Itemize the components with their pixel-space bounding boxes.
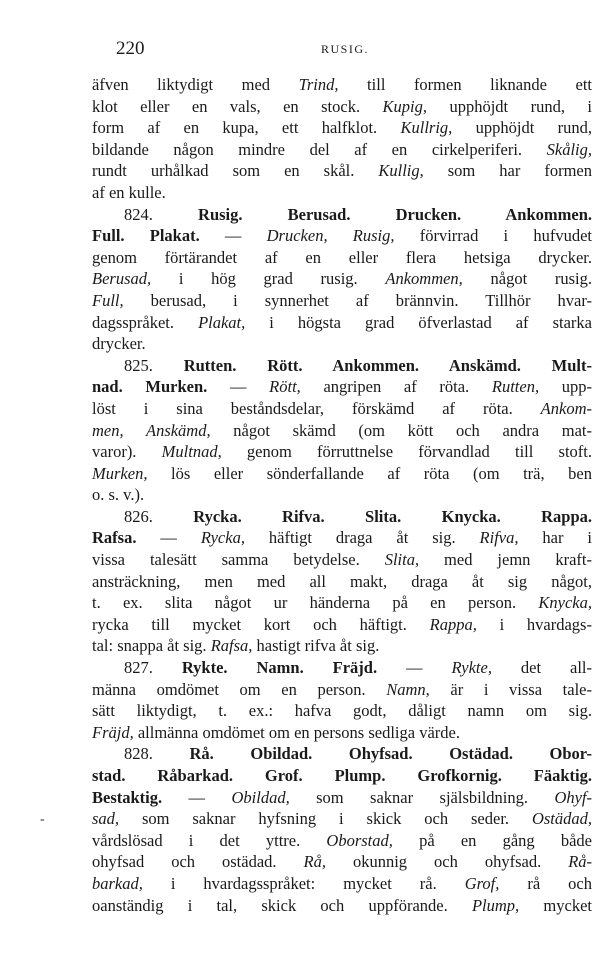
italic-term: Berusad, <box>92 269 152 289</box>
body-text-segment: i hög grad rusig. <box>151 269 386 289</box>
body-text-segment: mycket <box>519 895 592 915</box>
headword-text: Rykte. Namn. Fräjd. <box>181 658 378 678</box>
text-line <box>92 765 592 787</box>
italic-term: Rafsa, <box>210 636 253 656</box>
text-line <box>92 830 592 852</box>
body-text-segment: — <box>207 377 270 397</box>
body-text-segment: berusad, i synnerhet af brännvin. Tillhör hvar- <box>123 290 592 310</box>
body-text-segment: något rusig. <box>462 269 592 289</box>
body-text <box>92 74 592 916</box>
text-line <box>92 614 592 636</box>
text-line <box>92 743 592 765</box>
text-line <box>92 312 592 334</box>
italic-term: Ostädad, <box>531 809 592 829</box>
body-text-segment: i högsta grad öfverlastad af starka <box>245 312 592 332</box>
body-text-segment: 828. <box>124 744 190 764</box>
headword-text: stad. Råbarkad. Grof. Plump. Grofkornig. Fäaktig. <box>92 766 592 785</box>
body-text-segment: till formen liknande ett <box>338 75 592 94</box>
italic-term: Trind, <box>298 75 339 94</box>
page-number: 220 <box>116 38 145 59</box>
body-text-segment: som har formen <box>423 161 592 181</box>
body-text-segment: sätt liktydigt, t. ex.: hafva godt, dåligt namn om sig. <box>92 701 592 721</box>
text-line <box>92 895 592 917</box>
body-text-segment: varor). <box>92 442 162 462</box>
body-text-segment: hastigt rifva åt sig. <box>252 636 380 656</box>
body-text-segment: — <box>199 226 267 246</box>
text-line <box>92 506 592 528</box>
italic-term: Rå- <box>568 852 592 872</box>
text-line <box>92 74 592 96</box>
text-line <box>92 182 592 204</box>
headword-text: Rusig. Berusad. Drucken. Ankommen. <box>198 204 592 224</box>
body-text-segment: t. ex. slita något ur händerna på en person. <box>92 593 539 613</box>
italic-term: Namn, <box>386 679 430 699</box>
body-text-segment: rå och <box>499 873 592 893</box>
italic-term: Grof, <box>464 873 500 893</box>
text-line <box>92 420 592 442</box>
body-text-segment: o. s. v.). <box>92 485 145 505</box>
italic-term: Murken, <box>92 463 148 483</box>
text-line <box>92 571 592 593</box>
headword-text: Rycka. Rifva. Slita. Knycka. Rappa. <box>193 506 592 526</box>
headword-text: Bestaktig. <box>92 787 163 807</box>
body-text-segment: vårdslösad i det yttre. <box>92 830 327 850</box>
text-line <box>92 527 592 549</box>
headword-text: Rafsa. <box>92 528 137 548</box>
italic-term: Ankom- <box>540 398 592 418</box>
body-text-segment: dagsspråket. <box>92 312 199 332</box>
body-text-segment: vissa talesätt samma betydelse. <box>92 550 385 570</box>
text-line <box>92 376 592 398</box>
text-line <box>92 549 592 571</box>
body-text-segment: som saknar hyfsning i skick och seder. <box>119 809 532 829</box>
italic-term: Rappa, <box>429 614 477 634</box>
text-line <box>92 441 592 463</box>
text-line <box>92 873 592 895</box>
body-text-segment: ohyfsad och ostädad. <box>92 852 304 872</box>
italic-term: Full, <box>92 290 124 310</box>
body-text-segment: männa omdömet om en person. <box>92 679 387 699</box>
italic-term: Rifva, <box>479 528 519 548</box>
italic-term: Plakat, <box>198 312 246 332</box>
headword-text: nad. Murken. <box>92 377 208 397</box>
body-text-segment: i hvardags- <box>476 614 592 634</box>
italic-term: sad, <box>92 809 120 829</box>
body-text-segment: — <box>162 787 232 807</box>
body-text-segment: 826. <box>124 506 194 526</box>
text-line <box>92 657 592 679</box>
italic-term: Drucken, Rusig, <box>266 226 395 246</box>
body-text-segment: upphöjdt rund, <box>452 118 592 138</box>
body-text-segment: — <box>377 658 452 678</box>
italic-term: Rutten, <box>491 377 540 397</box>
italic-term: Kullig, <box>378 161 424 181</box>
body-text-segment: rundt urhålkad som en skål. <box>92 161 379 181</box>
text-line <box>92 290 592 312</box>
italic-term: Ankommen, <box>385 269 463 289</box>
headword-text: Rå. Obildad. Ohyfsad. Ostädad. Obor- <box>189 744 592 764</box>
body-text-segment: på en gång både <box>392 830 592 850</box>
text-line <box>92 247 592 269</box>
page-header <box>92 38 592 62</box>
text-line <box>92 679 592 701</box>
text-line <box>92 808 592 830</box>
body-text-segment: något skämd (om kött och andra mat- <box>210 420 592 440</box>
italic-term: Fräjd, <box>92 722 134 742</box>
italic-term: Rycka, <box>200 528 245 548</box>
body-text-segment: angripen af röta. <box>300 377 492 397</box>
body-text-segment: — <box>136 528 201 548</box>
body-text-segment: 825. <box>124 355 184 375</box>
text-line <box>92 592 592 614</box>
italic-term: men, Anskämd, <box>92 420 211 440</box>
italic-term: Multnad, <box>161 442 222 462</box>
body-text-segment: af en kulle. <box>92 182 166 202</box>
text-line <box>92 635 592 657</box>
body-text-segment: ansträckning, men med all makt, draga åt sig något, <box>92 571 592 591</box>
headword-text: Full. Plakat. <box>92 226 200 246</box>
italic-term: Rå, <box>303 852 326 872</box>
italic-term: Rött, <box>269 377 301 397</box>
body-text-segment: lös eller sönderfallande af röta (om trä, ben <box>147 463 592 483</box>
running-head: RUSIG. <box>321 42 370 56</box>
body-text-segment: okunnig och ohyfsad. <box>326 852 569 872</box>
body-text-segment: allmänna omdömet om en persons sedliga värde. <box>133 722 460 742</box>
body-text-segment: i hvardagsspråket: mycket rå. <box>142 873 465 893</box>
body-text-segment: klot eller en vals, en stock. <box>92 96 383 116</box>
italic-term: Slita, <box>384 550 420 570</box>
text-line <box>92 117 592 139</box>
text-line <box>92 700 592 722</box>
body-text-segment: är i vissa tale- <box>429 679 592 699</box>
italic-term: Rykte, <box>451 658 492 678</box>
body-text-segment: det all- <box>491 658 592 678</box>
italic-term: Skålig, <box>546 139 592 159</box>
body-text-segment: upp- <box>539 377 592 397</box>
italic-term: barkad, <box>92 873 143 893</box>
text-line <box>92 96 592 118</box>
text-line <box>92 484 592 506</box>
text-line <box>92 851 592 873</box>
text-line <box>92 355 592 377</box>
body-text-segment: upphöjdt rund, i <box>427 96 592 116</box>
italic-term: Kullrig, <box>400 118 453 138</box>
italic-term: Plump, <box>471 895 520 915</box>
body-text-segment: tal: snappa åt sig. <box>92 636 211 656</box>
body-text-segment: bildande någon mindre del af en cirkelperiferi. <box>92 139 547 159</box>
body-text-segment: drycker. <box>92 334 146 354</box>
text-line <box>92 463 592 485</box>
margin-dash: - <box>40 812 45 827</box>
body-text-segment: oanständig i tal, skick och uppförande. <box>92 895 472 915</box>
italic-term: Ohyf- <box>554 787 592 807</box>
body-text-segment: genom förtärandet af en eller flera hetsiga drycker. <box>92 247 592 267</box>
body-text-segment: som saknar själsbildning. <box>289 787 555 807</box>
body-text-segment: rycka till mycket kort och häftigt. <box>92 614 430 634</box>
body-text-segment: förvirrad i hufvudet <box>394 226 592 246</box>
text-line <box>92 398 592 420</box>
text-line <box>92 204 592 226</box>
italic-term: Obildad, <box>231 787 290 807</box>
italic-term: Oborstad, <box>326 830 393 850</box>
body-text-segment: form af en kupa, ett halfklot. <box>92 118 401 138</box>
text-line <box>92 160 592 182</box>
text-line <box>92 787 592 809</box>
italic-term: Kupig, <box>382 96 427 116</box>
headword-text: Rutten. Rött. Ankommen. Anskämd. Mult- <box>183 355 592 375</box>
body-text-segment: äfven liktydigt med <box>92 75 299 94</box>
body-text-segment: 824. <box>124 204 199 224</box>
italic-term: Knycka, <box>538 593 592 613</box>
text-line <box>92 722 592 744</box>
text-line <box>92 268 592 290</box>
text-line <box>92 225 592 247</box>
text-line <box>92 333 592 355</box>
body-text-segment: med jemn kraft- <box>419 550 592 570</box>
body-text-segment: löst i sina beståndsdelar, förskämd af röta. <box>92 398 541 418</box>
text-line <box>92 139 592 161</box>
body-text-segment: häftigt draga åt sig. <box>244 528 480 548</box>
body-text-segment: har i <box>518 528 592 548</box>
body-text-segment: genom förruttnelse förvandlad till stoft. <box>221 442 592 462</box>
body-text-segment: 827. <box>124 658 182 678</box>
